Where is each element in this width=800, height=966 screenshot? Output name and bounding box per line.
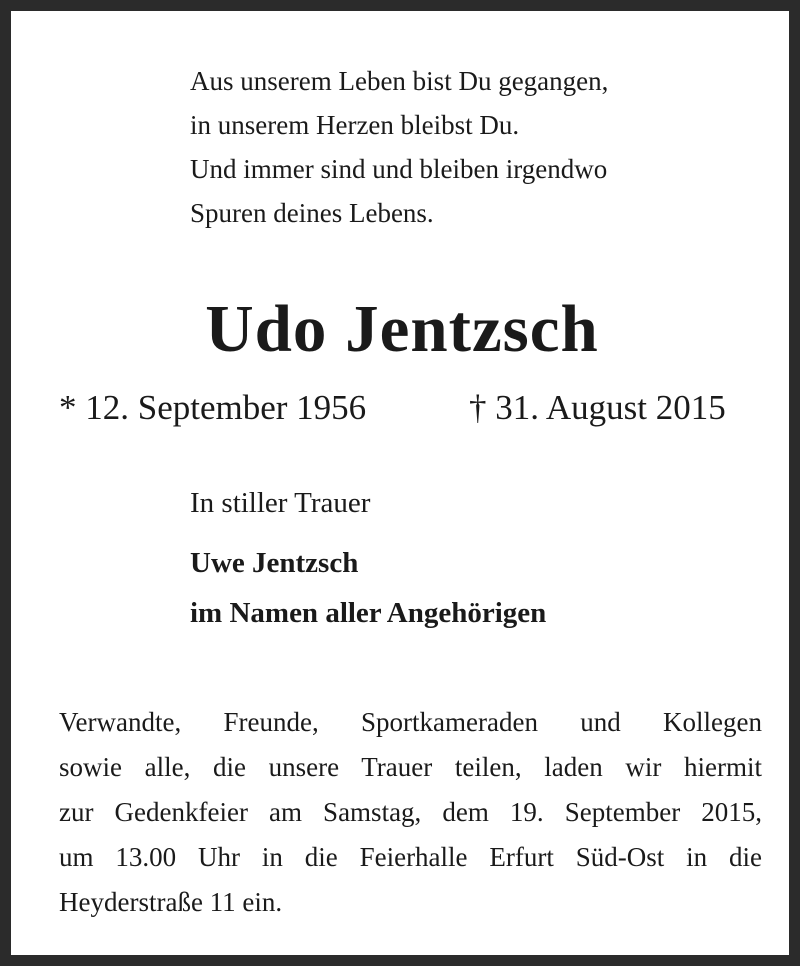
death-date: † 31. August 2015 [469, 388, 726, 427]
mourner-name: Uwe Jentzsch [190, 547, 359, 579]
poem-line: Spuren deines Lebens. [190, 198, 434, 228]
poem-line: in unserem Herzen bleibst Du. [190, 110, 520, 140]
memorial-poem [190, 59, 608, 235]
poem-line: Aus unserem Leben bist Du gegangen, [190, 66, 609, 96]
birth-date: * 12. September 1956 [59, 388, 367, 427]
invitation-line: Heyderstraße 11 ein. [59, 887, 283, 917]
mourning-intro: In stiller Trauer [190, 487, 371, 519]
mourner-family: im Namen aller Angehörigen [190, 597, 547, 629]
deceased-name: Udo Jentzsch [205, 292, 599, 366]
poem-line: Und immer sind und bleiben irgendwo [190, 154, 608, 184]
invitation-line: zur Gedenkfeier am Samstag, dem 19. September 2015, [59, 797, 762, 827]
memorial-invitation [59, 700, 762, 925]
invitation-line: um 13.00 Uhr in die Feierhalle Erfurt Süd-Ost in die [59, 842, 762, 872]
invitation-line: sowie alle, die unsere Trauer teilen, laden wir hiermit [59, 752, 762, 782]
invitation-line: Verwandte, Freunde, Sportkameraden und Kollegen [59, 707, 762, 737]
